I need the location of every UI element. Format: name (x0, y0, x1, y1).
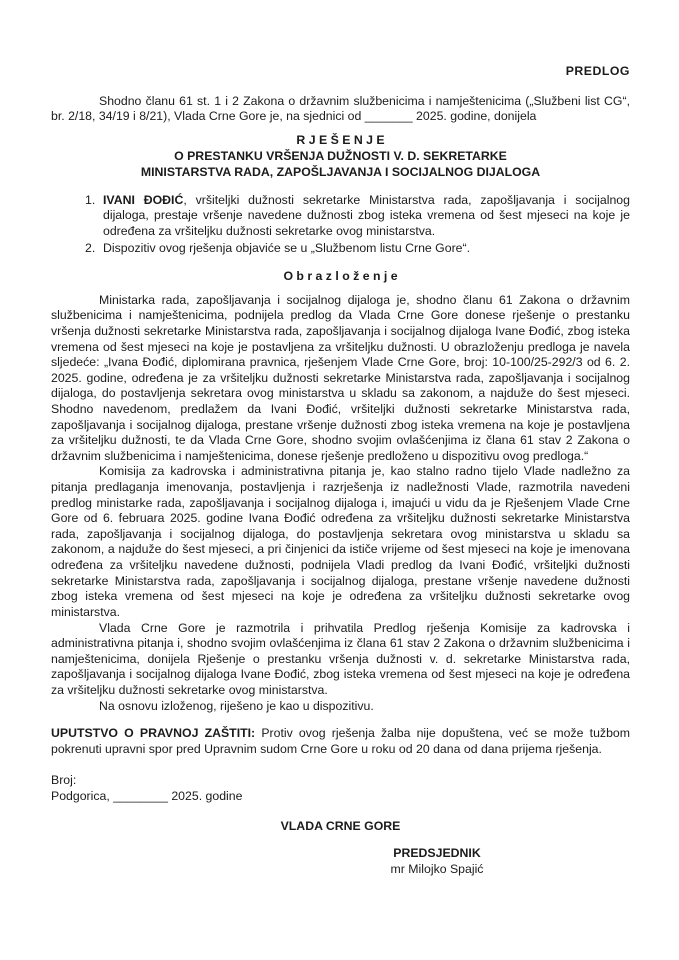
list-item-body: , vršiteljki dužnosti sekretarke Ministarstva rada, zapošljavanja i socijalnog dijaloga, prestaje vršenje navedene dužnosti zbog isteka vremena od šest mjeseci na koje je određena za vršiteljku dužnosti sekretarke ovog ministarstva. (103, 192, 630, 238)
document-tag: PREDLOG (565, 64, 630, 78)
legal-notice-lead: UPUTSTVO O PRAVNOJ ZAŠTITI: (51, 726, 256, 741)
explanation-paragraph-4: Na osnovu izloženog, riješeno je kao u dispozitivu. (99, 698, 374, 713)
list-item-text (103, 241, 630, 257)
intro-paragraph: Shodno članu 61 st. 1 i 2 Zakona o državnim službenicima i namještenicima („Službeni list CG“, br. 2/18, 34/19 i 8/21), Vlada Crne Gore je, na sjednici od _______ 2025. godine, donijela (51, 93, 630, 124)
signature-title: PREDSJEDNIK (393, 846, 481, 861)
legal-notice (51, 726, 630, 757)
document-meta (51, 773, 630, 804)
document-subtitle-line1: O PRESTANKU VRŠENJA DUŽNOSTI V. D. SEKRETARKE (174, 149, 507, 164)
number-label: Broj: (51, 773, 77, 788)
signature-block (337, 846, 537, 877)
government-title: VLADA CRNE GORE (280, 818, 401, 833)
legal-notice-body: Protiv ovog rješenja žalba nije dopuštena, već se može tužbom pokrenuti upravni spor pred Upravnim sudom Crne Gore u roku od 20 dana od dana prijema rješenja. (51, 726, 630, 756)
list-item-2 (85, 241, 630, 257)
list-item-1 (85, 193, 630, 240)
explanation-paragraph-3: Vlada Crne Gore je razmotrila i prihvatila Predlog rješenja Komisije za kadrovska i administrativna pitanja i, shodno svojim ovlašćenjima iz člana 61 stav 2 Zakona o državnim službenicima i namještenicima, donijela Rješenje o prestanku vršenja dužnosti v. d. sekretarke Ministarstva rada, zapošljavanja i socijalnog dijaloga Ivane Đođić, zbog isteka vremena od šest mjeseci na koje je određena za vršiteljku dužnosti sekretarke ovog ministarstva. (51, 620, 630, 697)
explanation-heading: O b r a z l o ž e n j e (283, 269, 398, 284)
document-subtitle-line2: MINISTARSTVA RADA, ZAPOŠLJAVANJA I SOCIJALNOG DIJALOGA (140, 165, 541, 180)
list-item-number: 2. (85, 241, 96, 256)
person-name: IVANI ĐOĐIĆ (103, 192, 184, 207)
signature-name: mr Milojko Spajić (390, 861, 484, 876)
list-item-number: 1. (85, 192, 96, 207)
list-item-body: Dispozitiv ovog rješenja objaviće se u „Službenom listu Crne Gore“. (103, 241, 471, 256)
document-title: R J E Š E N J E (296, 132, 385, 147)
place-date-line: Podgorica, ________ 2025. godine (51, 788, 243, 803)
decision-list (85, 193, 630, 257)
list-item-text (103, 193, 630, 240)
explanation-paragraph-2: Komisija za kadrovska i administrativna pitanja je, kao stalno radno tijelo Vlade nadležno za pitanja predlaganja imenovanja, postavljenja i razrješenja iz nadležnosti Vlade, razmotrila navedeni predlog ministarke rada, zapošljavanja i socijalnog dijaloga i, imajući u vidu da je Rješenjem Vlade Crne Gore od 6. februara 2025. godine Ivana Đođić određena za vršiteljku dužnosti sekretarke Ministarstva rada, zapošljavanja i socijalnog dijaloga, do postavljenja sekretara ovog ministarstva u skladu sa zakonom, a najduže do šest mjeseci, a pri činjenici da ističe vrijeme od šest mjeseci na koje je imenovana određena za vršiteljku navedene dužnosti, podnijela Vladi predlog da Ivani Đođić, vršiteljki dužnosti sekretarke Ministarstva rada, zapošljavanja i socijalnog dijaloga, prestane vršenje navedene dužnosti zbog isteka vremena od šest mjeseci na koje je određena za vršiteljku dužnosti sekretarke ovog ministarstva. (51, 464, 630, 619)
explanation-paragraph-1: Ministarka rada, zapošljavanja i socijalnog dijaloga je, shodno članu 61 Zakona o državnim službenicima i namještenicima, podnijela predlog da Vlada Crne Gore donese rješenje o prestanku vršenja dužnosti sekretarke Ministarstva rada, zapošljavanja i socijalnog dijaloga Ivane Đođić, zbog isteka vremena od šest mjeseci na koje je postavljena za vršiteljku dužnosti. U obrazloženju predloga je navela sljedeće: „Ivana Đođić, diplomirana pravnica, rješenjem Vlade Crne Gore, broj: 10-100/25-292/3 od 6. 2. 2025. godine, određena je za vršiteljku dužnosti sekretarke Ministarstva rada, zapošljavanja i socijalnog dijaloga, do postavljenja sekretara ovog ministarstva u skladu sa zakonom, a najduže do šest mjeseci. Shodno navedenom, predlažem da Ivani Đođić, vršiteljki dužnosti sekretarke Ministarstva rada, zapošljavanja i socijalnog dijaloga, prestane vršenje dužnosti zbog isteka vremena na koje je postavljena za vršiteljku dužnosti, te da Vlada Crne Gore, shodno svojim ovlašćenjima iz člana 61 stav 2 Zakona o državnim službenicima i namještenicima, donese rješenje predloženo u dispozitivu ovog predloga.“ (51, 292, 630, 463)
